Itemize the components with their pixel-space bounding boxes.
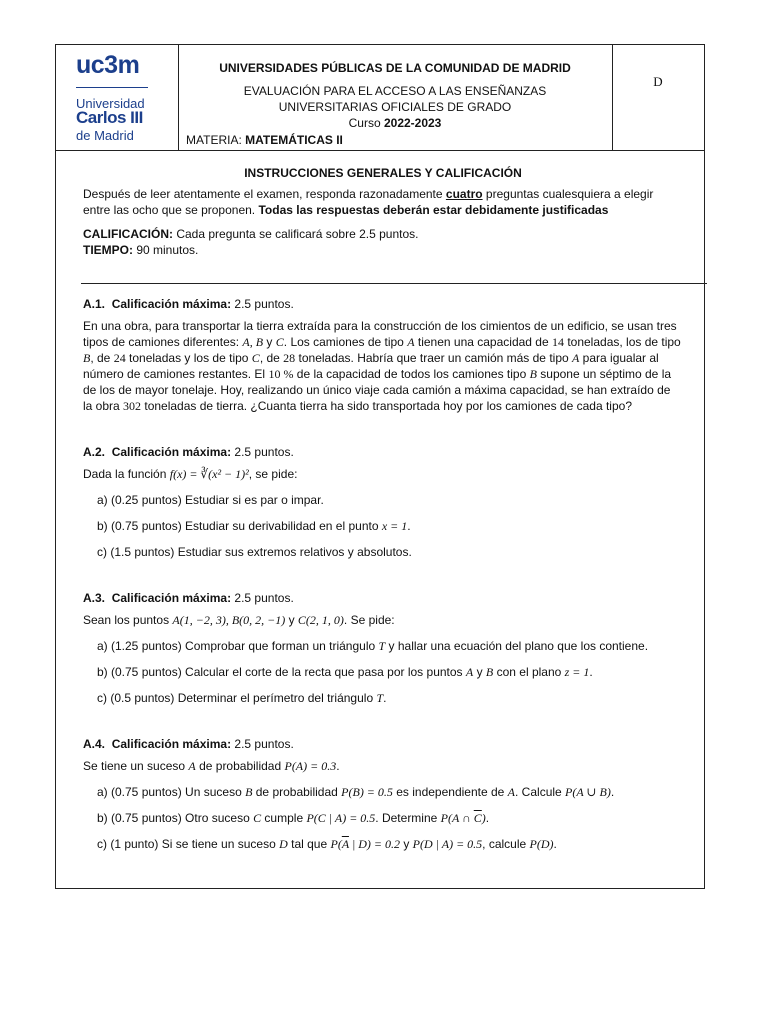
curso-value: 2022-2023 — [383, 116, 442, 130]
math: A(1, −2, 3), B(0, 2, −1) — [172, 613, 286, 627]
text: y — [400, 837, 413, 851]
text: Se tiene un suceso — [83, 759, 189, 773]
text: supone un séptimo de la de los de mayor tonelaje. Hoy, realizando un único viaje cada camión a máxima capacidad, se han extraído de la obra — [83, 367, 672, 413]
math: f(x) = ∛(x² − 1)² — [169, 467, 249, 481]
question-a4-title — [83, 736, 683, 752]
materia-value: MATEMÁTICAS II — [245, 133, 343, 147]
exam-sheet — [55, 44, 705, 889]
question-a2-item-c: c) (1.5 puntos) Estudiar sus extremos relativos y absolutos. — [97, 545, 412, 559]
instr-text-2: preguntas cualesquiera a elegir entre las ocho que se proponen. — [83, 187, 654, 217]
math: x = 1 — [381, 519, 408, 533]
math: P(D | A) = 0.5 — [412, 837, 483, 851]
math: P( — [330, 837, 342, 851]
math: P(A ∪ B) — [565, 785, 611, 799]
math: B — [245, 785, 253, 799]
text: y — [285, 613, 298, 627]
header-line-3: UNIVERSITARIAS OFICIALES DE GRADO — [278, 100, 512, 114]
text: b) (0.75 puntos) Estudiar su derivabilidad en el punto — [97, 519, 382, 533]
question-a3-item-a — [97, 638, 683, 654]
text: b) (0.75 puntos) Calcular el corte de la recta que pasa por los puntos — [97, 665, 466, 679]
text: tienen una capacidad de — [414, 335, 552, 349]
math: B — [485, 665, 494, 679]
text: . — [383, 691, 387, 705]
header-line-2: EVALUACIÓN PARA EL ACCESO A LAS ENSEÑANZAS — [243, 84, 547, 98]
text: y hallar una ecuación del plano que los contiene. — [385, 639, 649, 653]
math: P(B) = 0.5 — [341, 785, 393, 799]
math-complement: $\overline{C}$ — [473, 811, 482, 825]
logo-de-madrid: de Madrid — [76, 128, 134, 143]
max-value: 2.5 puntos. — [231, 297, 294, 311]
text: es independiente de — [392, 785, 508, 799]
max-label: Calificación máxima: — [111, 737, 232, 751]
math: A, B — [242, 335, 264, 349]
math: C — [275, 335, 284, 349]
text: . Se pide: — [343, 613, 395, 627]
exam-code: D — [653, 74, 663, 89]
math: A — [465, 665, 474, 679]
header-materia — [186, 133, 343, 147]
text: a) (1.25 puntos) Comprobar que forman un triángulo — [97, 639, 379, 653]
number: 24 — [113, 351, 126, 365]
question-a4-intro — [83, 758, 683, 774]
question-a4-item-b — [97, 810, 683, 826]
text: con el plano — [493, 665, 565, 679]
tiempo-text: 90 minutos. — [133, 243, 199, 257]
question-a2-item-b — [97, 518, 683, 534]
question-id: A.4. — [83, 737, 106, 751]
question-a2-items — [83, 492, 683, 560]
instructions-title: INSTRUCCIONES GENERALES Y CALIFICACIÓN — [244, 166, 522, 180]
max-label: Calificación máxima: — [111, 297, 232, 311]
text: b) (0.75 puntos) Otro suceso — [97, 811, 254, 825]
max-label: Calificación máxima: — [111, 445, 232, 459]
question-a4-item-c — [97, 836, 683, 852]
text: a) (0.75 puntos) Un suceso — [97, 785, 246, 799]
logo-divider — [76, 87, 148, 88]
math: B — [529, 367, 537, 381]
math: A — [407, 335, 415, 349]
math: C — [251, 351, 260, 365]
text: Sean los puntos — [83, 613, 173, 627]
question-a1-body — [83, 318, 683, 414]
text: toneladas de tierra. ¿Cuanta tierra ha sido transportada hoy por los camiones de cada tipo? — [141, 399, 632, 413]
question-id: A.2. — [83, 445, 106, 459]
question-a2-title — [83, 444, 683, 460]
math: T — [378, 639, 386, 653]
text: de la capacidad de todos los camiones tipo — [293, 367, 530, 381]
header-title: UNIVERSIDADES PÚBLICAS DE LA COMUNIDAD DE MADRID — [219, 61, 571, 75]
question-a4-items — [83, 784, 683, 852]
logo-universidad: Universidad — [76, 96, 145, 111]
text: y — [473, 665, 486, 679]
text: de probabilidad — [252, 785, 342, 799]
exam-content — [83, 165, 683, 852]
math: B — [83, 351, 91, 365]
question-id: A.1. — [83, 297, 106, 311]
header-title-cell — [178, 45, 613, 150]
math: C(2, 1, 0) — [297, 613, 344, 627]
text: . Los camiones de tipo — [283, 335, 408, 349]
question-a4-item-a — [97, 784, 683, 800]
text: , se pide: — [248, 467, 298, 481]
question-a2-item-a: a) (0.25 puntos) Estudiar si es par o impar. — [97, 493, 324, 507]
text: , de — [90, 351, 114, 365]
instr-text-1: Después de leer atentamente el examen, responda razonadamente — [83, 187, 446, 201]
text: toneladas, los de tipo — [563, 335, 681, 349]
text: toneladas y los de tipo — [125, 351, 252, 365]
materia-label: MATERIA: — [186, 133, 246, 147]
text: . — [336, 759, 340, 773]
math: A — [188, 759, 196, 773]
text: . — [407, 519, 411, 533]
max-label: Calificación máxima: — [111, 591, 232, 605]
math: P(D) — [529, 837, 554, 851]
exam-header — [56, 45, 704, 151]
calificacion-line — [83, 226, 683, 242]
question-a2-intro — [83, 466, 683, 482]
tiempo-label: TIEMPO: — [83, 243, 133, 257]
text: . — [485, 811, 490, 825]
question-a3-items — [83, 638, 683, 706]
logo-carlos-iii: Carlos III — [76, 108, 143, 127]
math: | D) = 0.2 — [348, 837, 400, 851]
text: , calcule — [482, 837, 530, 851]
curso-label: Curso — [348, 116, 384, 130]
text: . — [589, 665, 593, 679]
exam-code-cell — [612, 45, 704, 150]
math: z = 1 — [564, 665, 590, 679]
text: c) (1 punto) Si se tiene un suceso — [97, 837, 280, 851]
text: y — [263, 335, 276, 349]
math: P(A) = 0.3 — [284, 759, 337, 773]
text: toneladas. Habría que traer un camión más de tipo — [295, 351, 572, 365]
math: C — [253, 811, 262, 825]
math-complement: $\overline{A}$ — [341, 837, 349, 851]
text: c) (0.5 puntos) Determinar el perímetro del triángulo — [97, 691, 377, 705]
text: En una obra, para transportar la tierra extraída para la construcción de los cimientos de un edificio, se usan tres tipos de camiones diferentes: — [83, 319, 677, 349]
text: . — [553, 837, 557, 851]
instr-justificadas: Todas las respuestas deberán estar debidamente justificadas — [258, 203, 609, 217]
math: ) — [481, 811, 486, 825]
question-a3-title — [83, 590, 683, 606]
text: cumple — [261, 811, 307, 825]
math: P(C | A) = 0.5 — [306, 811, 376, 825]
number: 14 — [551, 335, 564, 349]
number: 302 — [123, 399, 142, 413]
text: . Determine — [375, 811, 441, 825]
tiempo-line — [83, 242, 683, 258]
question-a3-item-c — [97, 690, 683, 706]
math: A — [572, 351, 580, 365]
instr-cuatro: cuatro — [445, 187, 483, 201]
calificacion-label: CALIFICACIÓN: — [83, 227, 173, 241]
question-a1-title — [83, 296, 683, 312]
question-id: A.3. — [83, 591, 106, 605]
math: A — [507, 785, 516, 799]
section-divider — [81, 283, 707, 284]
math: T — [376, 691, 384, 705]
text: Dada la función — [83, 467, 170, 481]
math: P(A ∩ — [440, 811, 474, 825]
question-a3-intro — [83, 612, 683, 628]
question-a3-item-b — [97, 664, 683, 680]
header-curso — [178, 116, 612, 130]
text: . — [610, 785, 615, 799]
logo-uc3m: uc3m — [76, 51, 140, 79]
number: 10 % — [268, 367, 294, 381]
text: , de — [259, 351, 284, 365]
calificacion-text: Cada pregunta se calificará sobre 2.5 puntos. — [173, 227, 419, 241]
text: . Calcule — [515, 785, 566, 799]
university-logo — [56, 45, 179, 150]
max-value: 2.5 puntos. — [231, 445, 294, 459]
max-value: 2.5 puntos. — [231, 591, 294, 605]
instructions-paragraph — [83, 186, 683, 218]
text: para igualar al número de camiones restantes. El — [83, 351, 659, 381]
max-value: 2.5 puntos. — [231, 737, 294, 751]
number: 28 — [283, 351, 296, 365]
math: D — [279, 837, 288, 851]
text: de probabilidad — [195, 759, 285, 773]
text: tal que — [287, 837, 331, 851]
